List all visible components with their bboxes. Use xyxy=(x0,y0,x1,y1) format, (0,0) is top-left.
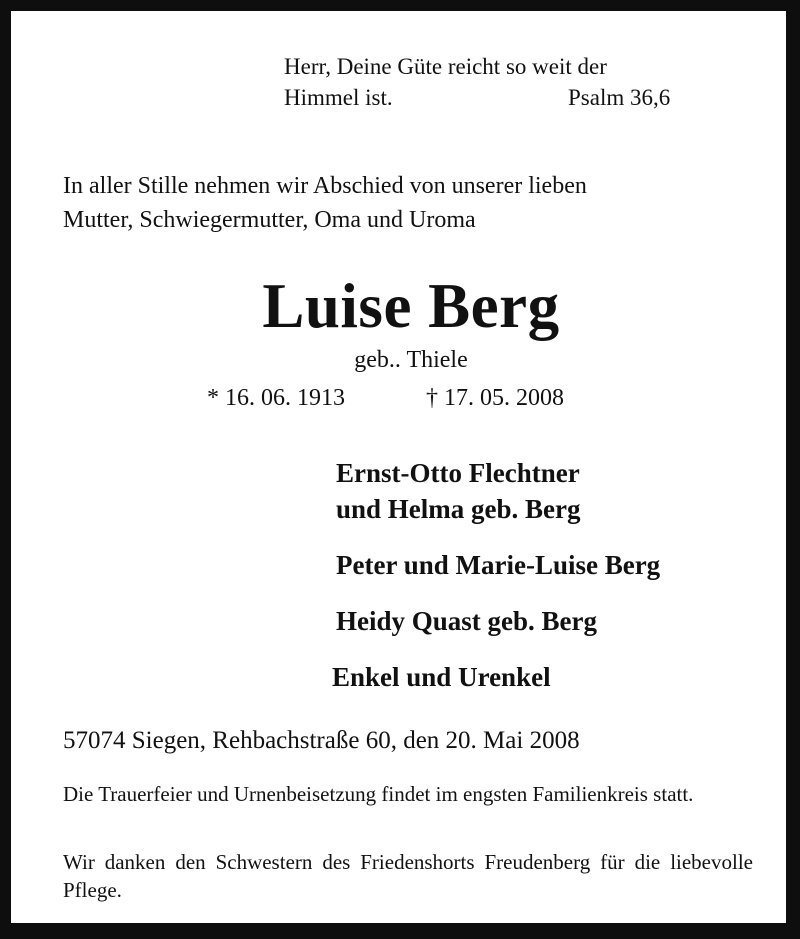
mourner-line: Heidy Quast geb. Berg xyxy=(336,606,597,636)
maiden-name: geb.. Thiele xyxy=(354,347,468,373)
intro-line-2: Mutter, Schwiegermutter, Oma und Uroma xyxy=(63,207,476,233)
mourner-line: Ernst-Otto Flechtner xyxy=(336,458,580,488)
psalm-verse-line-2: Himmel ist. xyxy=(284,85,393,110)
thanks-note: Wir danken den Schwestern des Friedenshorts Freudenberg für die liebevolle Pflege. xyxy=(63,850,753,902)
mourner-line: Enkel und Urenkel xyxy=(332,662,551,692)
address-date-line: 57074 Siegen, Rehbachstraße 60, den 20. Mai 2008 xyxy=(63,727,580,754)
mourner-line: und Helma geb. Berg xyxy=(336,494,581,524)
funeral-note: Die Trauerfeier und Urnenbeisetzung findet im engsten Familienkreis statt. xyxy=(63,782,694,806)
psalm-verse-line-1: Herr, Deine Güte reicht so weit der xyxy=(284,54,607,79)
birth-date: * 16. 06. 1913 xyxy=(207,385,345,411)
death-date: † 17. 05. 2008 xyxy=(426,385,564,411)
mourner-line: Peter und Marie-Luise Berg xyxy=(336,550,661,580)
deceased-name: Luise Berg xyxy=(262,271,560,341)
intro-line-1: In aller Stille nehmen wir Abschied von unserer lieben xyxy=(63,173,587,199)
psalm-reference: Psalm 36,6 xyxy=(568,85,671,110)
